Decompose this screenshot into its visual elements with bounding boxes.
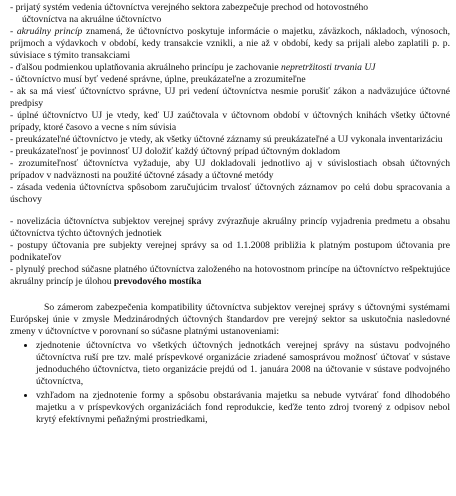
list-item: - zrozumiteľnosť účtovníctva vyžaduje, aby UJ dokladovali jednotlivo aj v súvislostiach obsah účtovných prípadov v nadväznosti na použité účtovné zásady a účtovné metódy bbox=[10, 158, 450, 181]
going-concern-note: - ďalšou podmienkou uplatňovania akruálneho princípu je zachovanie nepretržitosti trvania UJ bbox=[10, 62, 376, 73]
list-item: - účtovníctvo musí byť vedené správne, úplne, preukázateľne a zrozumiteľne bbox=[10, 74, 306, 85]
term-bridge: prevodového mostíka bbox=[113, 276, 202, 287]
list-item: - preukázateľnosť je povinnosť UJ doložiť každý účtovný prípad účtovným dokladom bbox=[10, 146, 341, 157]
list-item: - zásada vedenia účtovníctva spôsobom zaručujúcim trvalosť účtovných záznamov po celú dobu spracovania a úschovy bbox=[10, 182, 450, 205]
list-item: - preukázateľné účtovníctvo je vtedy, ak všetky účtovné záznamy sú preukázateľné a UJ vykonala inventarizáciu bbox=[10, 134, 443, 145]
list-item: - úplné účtovníctvo UJ je vtedy, keď UJ zaúčtovala v účtovnom období v účtovných knihách všetky účtovné prípady, ktoré časovo a vecne s ním súvisia bbox=[10, 110, 450, 133]
spacer bbox=[10, 288, 450, 302]
list-item: - novelizácia účtovníctva subjektov verejnej správy zvýrazňuje akruálny princíp vyjadrenia predmetu a obsahu účtovníctva týchto účtovných jednotiek bbox=[10, 216, 450, 239]
bullet-item: • zjednotenie účtovníctva vo všetkých účtovných jednotkách verejnej správy na sústavu podvojného účtovníctva ruší pre tzv. malé príspevkové organizácie zriadené samosprávou možnosť účtovať v sústave jednoduchého účtovníctva, tieto organizácie prejdú od 1. januára 2008 na účtovanie v sústave podvojného účtovníctva, bbox=[36, 340, 450, 388]
bridge-note: - plynulý prechod súčasne platného účtovníctva založeného na hotovostnom princípe na účtovníctvo rešpektujúce akruálny princíp je úlohou prevodového mostíka bbox=[10, 264, 450, 287]
list-item: - postupy účtovania pre subjekty verejnej správy sa od 1.1.2008 približia k platným postupom účtovania pre podnikateľov bbox=[10, 240, 450, 263]
term-accrual-principle: akruálny princíp bbox=[16, 26, 83, 37]
term-going-concern: nepretržitosti trvania UJ bbox=[281, 62, 376, 73]
list-item: - ak sa má viesť účtovníctvo správne, UJ pri vedení účtovníctva nesmie porušiť zákon a nadväzujúce účtovné predpisy bbox=[10, 86, 450, 109]
intro-paragraph: So zámerom zabezpečenia kompatibility účtovníctva subjektov verejnej správy s účtovnými systémami Európskej únie v zmysle Medzinárodných účtovných štandardov pre verejný sektor sa uskutočnia nasledovné zmeny v účtovníctve v porovnaní so súčasne platnými ustanoveniami: bbox=[10, 302, 450, 337]
accrual-principle-definition: - akruálny princíp znamená, že účtovníctvo poskytuje informácie o majetku, záväzkoch, nákladoch, výnosoch, príjmoch a výdavkoch v období, kedy transakcie vznikli, a nie až v období, kedy sa prijali alebo zaplatili p. p. súvisiace s týmito transakciami bbox=[10, 26, 451, 61]
text-line: - prijatý systém vedenia účtovníctva verejného sektora zabezpečuje prechod od hotovostného bbox=[10, 2, 369, 13]
changes-list bbox=[10, 340, 450, 426]
spacer bbox=[10, 206, 450, 216]
text-line: účtovníctva na akruálne účtovníctvo bbox=[22, 14, 162, 25]
bullet-item: • vzhľadom na zjednotenie formy a spôsobu obstarávania majetku sa nebude vytvárať fond dlhodobého majetku a v príspevkových organizáciách fond reprodukcie, keďže tento zdroj tvorený z odpisov nebol krytý efektívnymi peňažnými prostriedkami, bbox=[36, 390, 450, 426]
